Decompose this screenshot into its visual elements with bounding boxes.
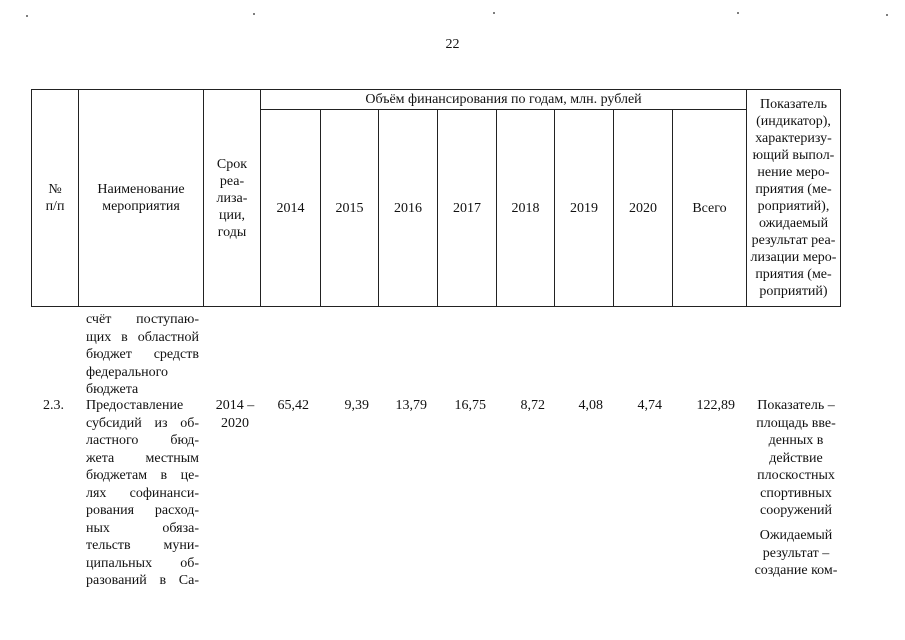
- header-num-line: п/п: [45, 199, 65, 214]
- indicator-line: площадь вве-: [756, 415, 836, 431]
- funding-table-header: [31, 89, 841, 307]
- header-indicator-line: приятия (ме-: [755, 267, 832, 282]
- header-indicator-line: ющий выпол-: [752, 148, 835, 163]
- value-2016: 13,79: [395, 398, 427, 413]
- indicator-line: спортивных: [760, 485, 832, 501]
- value-2015: 9,39: [344, 398, 369, 413]
- header-term-line: лиза-: [216, 190, 248, 206]
- header-year-2020: 2020: [614, 110, 673, 307]
- row-name-line: Предоставление: [86, 398, 184, 413]
- row-name: [86, 397, 199, 590]
- header-num-line: №: [48, 182, 62, 197]
- header-indicator-line: результат реа-: [751, 233, 836, 248]
- indicator-line: действие: [769, 450, 823, 466]
- scan-speck: [26, 15, 28, 17]
- header-term-line: реа-: [219, 173, 245, 189]
- row-term-line: 2020: [221, 415, 249, 431]
- page-number: 22: [445, 37, 460, 52]
- row-name-line: ципальных об-: [86, 555, 199, 571]
- header-total: Всего: [673, 110, 747, 307]
- header-indicator-line: ожидаемый: [758, 216, 829, 231]
- indicator-line: денных в: [768, 433, 824, 448]
- value-2020: 4,74: [637, 398, 662, 413]
- header-name-line: Наименование: [97, 182, 185, 197]
- header-indicator-line: (индикатор),: [756, 114, 831, 129]
- header-name-line: мероприятия: [102, 199, 180, 214]
- continuation-line: щих в областной: [86, 329, 199, 345]
- continuation-line: федерального: [86, 364, 169, 380]
- header-indicator-line: лизации меро-: [750, 250, 837, 265]
- header-term-line: Срок: [216, 156, 248, 172]
- header-year-2017: 2017: [438, 110, 497, 307]
- header-num-cell: [32, 90, 79, 307]
- row-name-line: жета местным: [86, 450, 199, 466]
- result-line: результат –: [762, 545, 830, 561]
- result-line: создание ком-: [754, 563, 838, 578]
- header-term-line: ции,: [219, 207, 245, 223]
- row-indicator: [748, 397, 844, 520]
- header-year-2015: 2015: [321, 110, 379, 307]
- continuation-line: бюджет средств: [86, 347, 199, 362]
- row-term-line: 2014 –: [215, 398, 255, 413]
- header-indicator-cell: [747, 90, 841, 307]
- indicator-line: сооружений: [759, 503, 833, 518]
- header-funding-title: Объём финансирования по годам, млн. рублей: [261, 90, 747, 110]
- indicator-line: плоскостных: [757, 468, 835, 483]
- result-line: Ожидаемый: [759, 528, 833, 543]
- header-year-2014: 2014: [261, 110, 321, 307]
- row-name-line: бюджетам в це-: [86, 468, 199, 483]
- continuation-line: счёт поступаю-: [86, 312, 199, 327]
- header-term-line: годы: [217, 224, 247, 240]
- scan-speck: [253, 13, 255, 15]
- scan-speck: [886, 14, 888, 16]
- value-2017: 16,75: [454, 398, 486, 413]
- row-name-line: ных обяза-: [86, 520, 199, 536]
- indicator-line: Показатель –: [757, 398, 835, 413]
- header-name-cell: [79, 90, 204, 307]
- header-year-2019: 2019: [555, 110, 614, 307]
- value-2018: 8,72: [520, 398, 545, 413]
- row-name-line: рования расход-: [86, 503, 199, 518]
- row-name-line: субсидий из об-: [86, 415, 199, 431]
- value-2019: 4,08: [578, 398, 603, 413]
- header-indicator-line: роприятий),: [757, 199, 830, 214]
- header-term-cell: [204, 90, 261, 307]
- row-expected-result: [748, 527, 844, 580]
- scan-speck: [493, 12, 495, 14]
- continuation-line: бюджета: [86, 382, 139, 397]
- value-total: 122,89: [696, 398, 735, 413]
- row-number: 2.3.: [43, 398, 64, 413]
- header-indicator-line: приятия (ме-: [755, 182, 832, 197]
- header-indicator-line: Показатель: [760, 97, 827, 112]
- header-indicator-line: роприятий): [759, 284, 828, 299]
- header-year-2018: 2018: [497, 110, 555, 307]
- header-indicator-line: нение меро-: [757, 165, 830, 180]
- header-year-2016: 2016: [379, 110, 438, 307]
- row-name-line: разований в Са-: [86, 573, 199, 588]
- scan-speck: [737, 12, 739, 14]
- row-name-line: тельств муни-: [86, 538, 199, 553]
- row-name-line: лях софинанси-: [86, 485, 199, 501]
- row-term: [205, 397, 265, 432]
- header-indicator-line: характеризу-: [755, 131, 832, 146]
- row-name-line: ластного бюд-: [86, 433, 199, 448]
- value-2014: 65,42: [277, 398, 309, 413]
- continuation-text: [86, 311, 199, 399]
